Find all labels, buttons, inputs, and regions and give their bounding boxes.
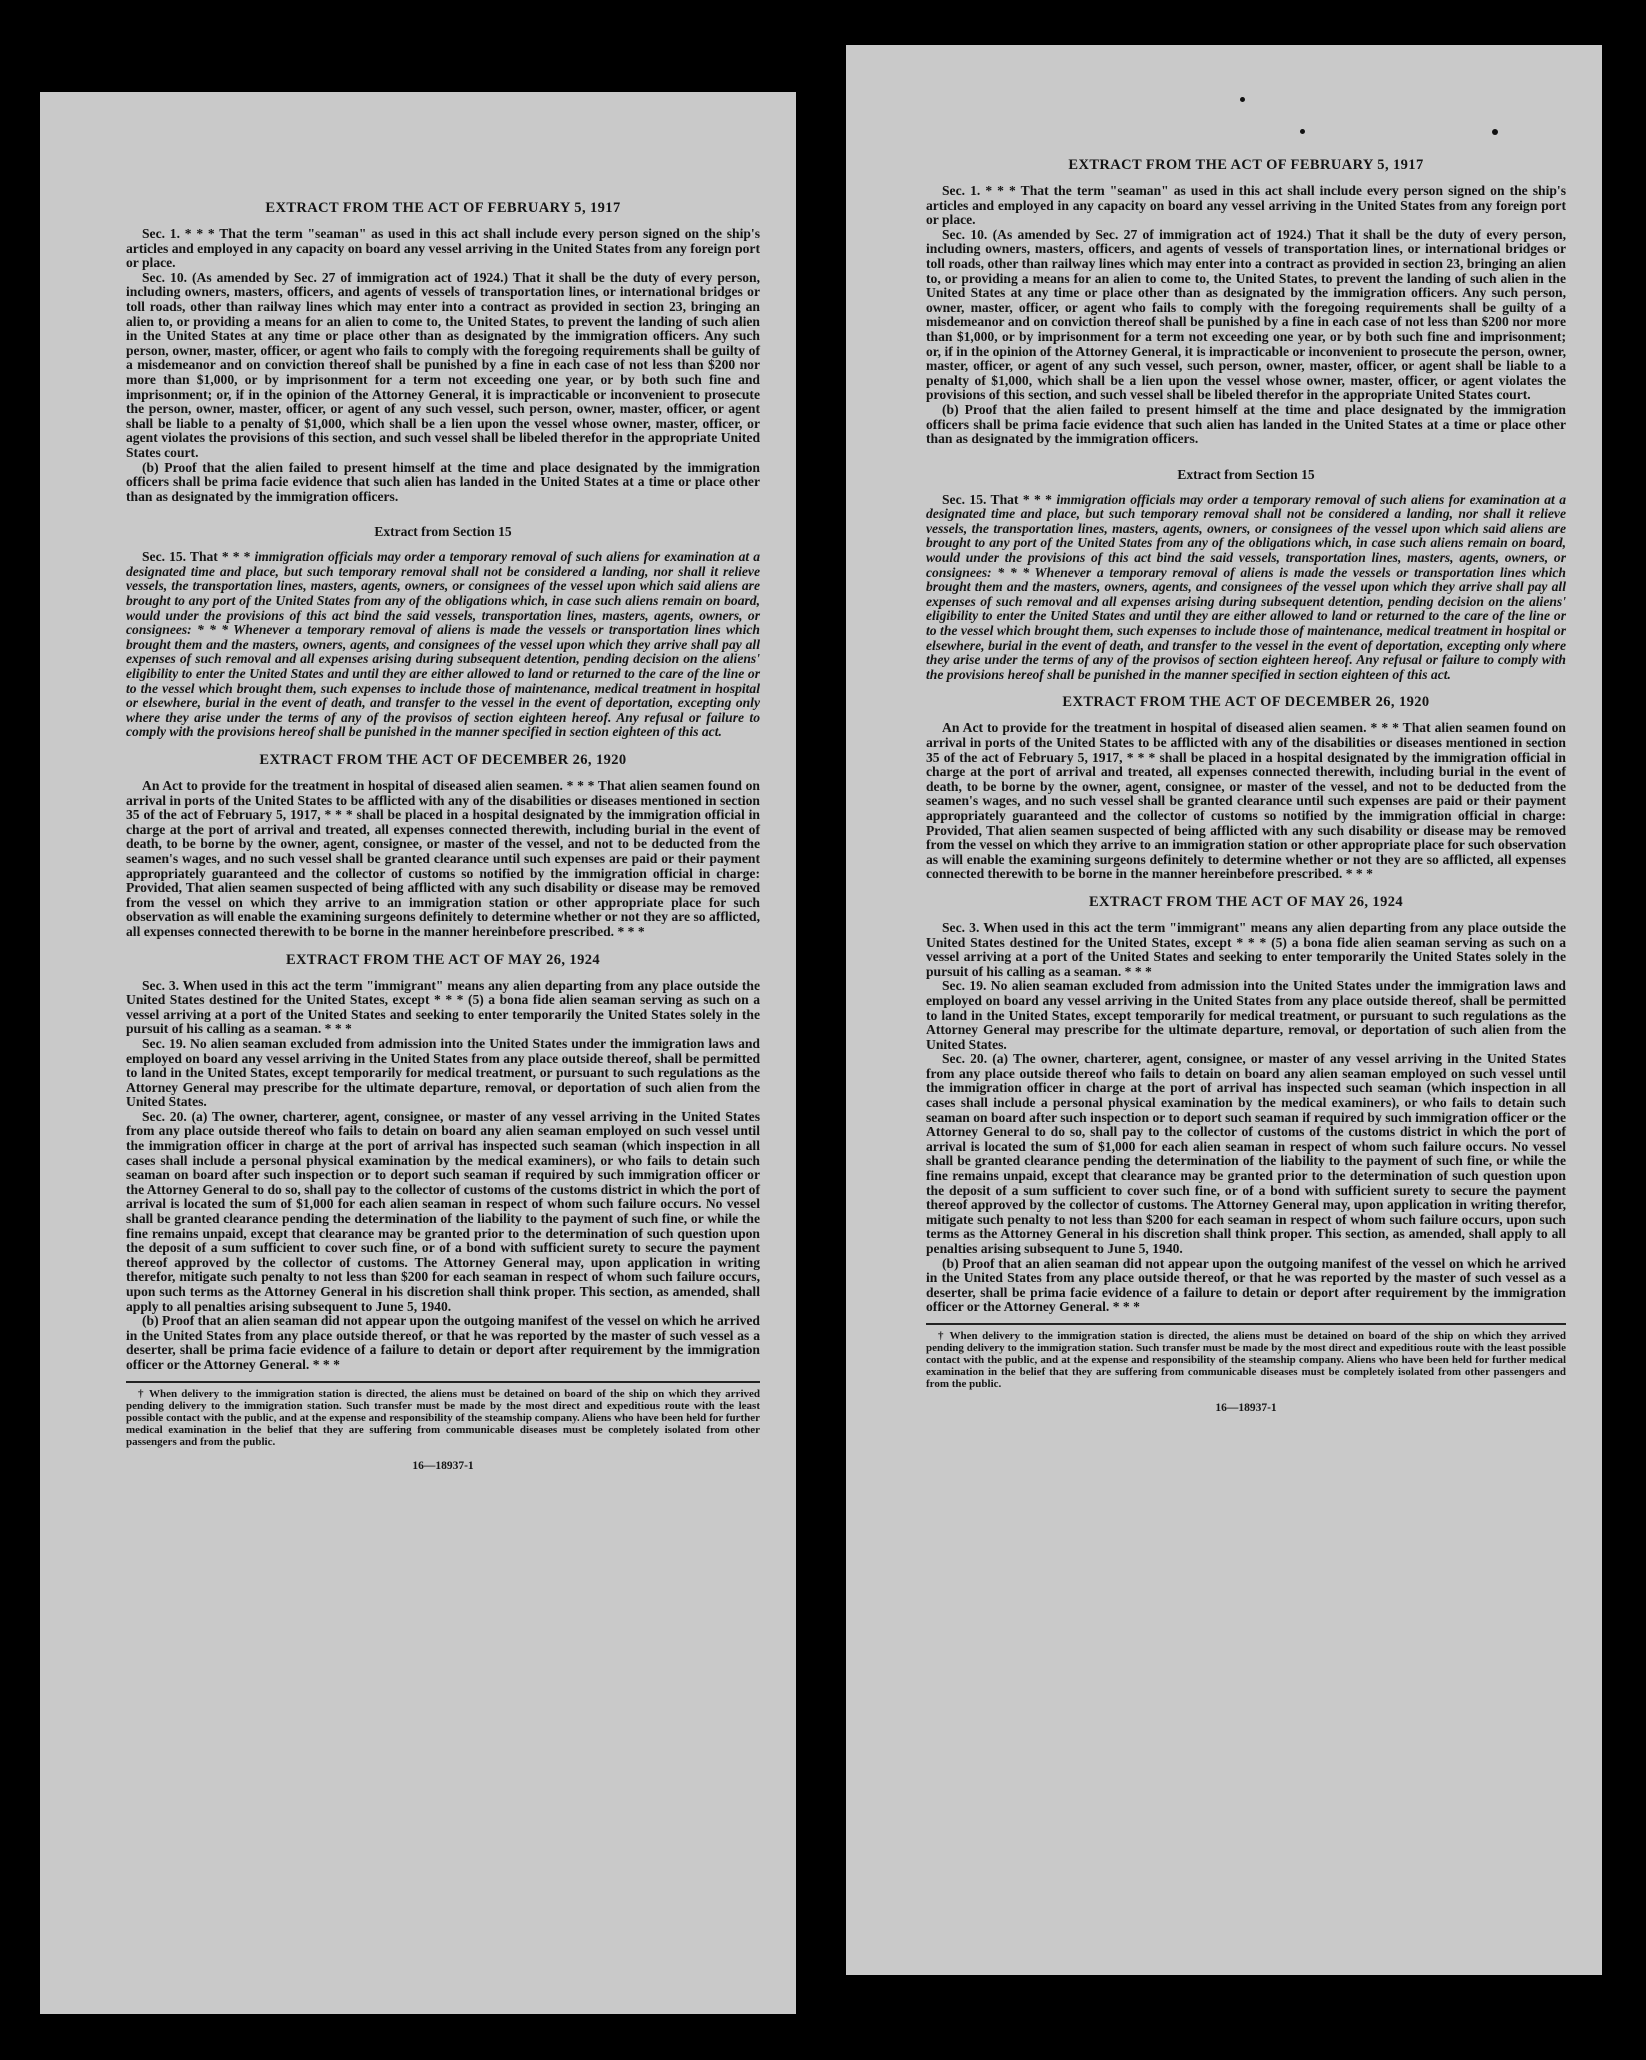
section-20a-paragraph: Sec. 20. (a) The owner, charterer, agent, consignee, or master of any vessel arriving in the United States from any place outside thereof who fails to detain on board any alien seaman employed on such vessel until the immigration officer in charge at the port of arrival has inspected such seaman (which inspection in all cases shall include a personal physical examination by the medical examiners), or who fails to detain such seaman on board after such inspection or to deport such seaman if required by such immigration officer or the Attorney General to do so, shall pay to the collector of customs of the customs district in which the port of arrival is located the sum of $1,000 for each alien seaman in respect of whom such failure occurs. No vessel shall be granted clearance pending the determination of the liability to the payment of such fine, or while the fine remains unpaid, except that clearance may be granted prior to the determination of such question upon the deposit of a sum sufficient to cover such fine, or of a bond with sufficient surety to secure the payment thereof approved by the collector of customs. The Attorney General may, upon application in writing therefor, mitigate such penalty to not less than $200 for each seaman in respect of whom such failure occurs, upon such terms as the Attorney General in his discretion shall think proper. This section, as amended, shall apply to all penalties arising subsequent to June 5, 1940. bbox=[126, 1108, 760, 1314]
section-19-paragraph: Sec. 19. No alien seaman excluded from admission into the United States under the immigration laws and employed on board any vessel arriving in the United States from any place outside thereof, shall be permitted to land in the United States, except temporarily for medical treatment, or pursuant to such regulations as the Attorney General may prescribe for the ultimate departure, removal, or deportation of such alien from the United States. bbox=[126, 1035, 760, 1110]
subheading-section-15: Extract from Section 15 bbox=[374, 524, 512, 540]
section-15-italic-text: immigration officials may order a temporary removal of such aliens for examination at a designated time and place, but such temporary removal shall not be considered a landing, nor shall it relieve vessels, the transportation lines, masters, agents, owners, or consignees of the vessel upon which said aliens are brought to any port of the United States from any of the obligations which, in case such aliens remain on board, would under the provisions of this act bind the said vessels, transportation lines, masters, agents, owners, or consignees: * * * Whenever a temporary removal of aliens is made the vessels or transportation lines which brought them and the masters, owners, agents, and consignees of the vessel upon which they arrive shall pay all expenses of such removal and all expenses arising during subsequent detention, pending decision on the aliens' eligibility to enter the United States and until they are either allowed to land or returned to the care of the line or to the vessel which brought them, such expenses to include those of maintenance, medical treatment in hospital or elsewhere, burial in the event of death, and transfer to the vessel in the event of deportation, excepting only where they arise under the terms of any of the provisos of section eighteen hereof. Any refusal or failure to comply with the provisions hereof shall be punished in the manner specified in section eighteen of this act. bbox=[126, 549, 760, 740]
footnote: † When delivery to the immigration station is directed, the aliens must be detained on board of the ship on which they arrived pending delivery to the immigration station. Such transfer must be made by the most direct and expeditious route with the least possible contact with the public, and at the expense and responsibility of the steamship company. Aliens who have been held for further medical examination in the belief that they are suffering from communicable diseases must be completely isolated from other passengers and from the public. bbox=[926, 1329, 1566, 1390]
scan-speck bbox=[1240, 97, 1245, 102]
footnote-divider bbox=[126, 1381, 760, 1383]
form-code: 16—18937-1 bbox=[412, 1459, 474, 1472]
section-20b-paragraph: (b) Proof that an alien seaman did not appear upon the outgoing manifest of the vessel on which he arrived in the United States from any place outside thereof, or that he was reported by the master of such vessel as a deserter, shall be prima facie evidence of a failure to detain or deport after requirement by the immigration officer or the Attorney General. * * * bbox=[926, 1255, 1566, 1315]
section-15-lead: Sec. 15. That * * * bbox=[942, 491, 1057, 507]
section-3-paragraph: Sec. 3. When used in this act the term "immigrant" means any alien departing from any place outside the United States destined for the United States, except * * * (5) a bona fide alien seaman serving as such on a vessel arriving at a port of the United States and seeking to enter temporarily the United States solely in the pursuit of his calling as a seaman. * * * bbox=[126, 977, 760, 1037]
act-1920-paragraph: An Act to provide for the treatment in hospital of diseased alien seamen. * * * That alien seamen found on arrival in ports of the United States to be afflicted with any of the disabilities or diseases mentioned in section 35 of the act of February 5, 1917, * * * shall be placed in a hospital designated by the immigration official in charge at the port of arrival and treated, all expenses connected therewith, including burial in the event of death, to be borne by the owner, agent, consignee, or master of the vessel, and not to be deducted from the seamen's wages, and no such vessel shall be granted clearance until such expenses are paid or their payment appropriately guaranteed and the collector of customs so notified by the immigration official in charge: Provided, That alien seamen suspected of being afflicted with any such disability or disease may be removed from the vessel on which they arrive to an immigration station or other appropriate place for such observation as will enable the examining surgeons definitely to determine whether or not they are so afflicted, all expenses connected therewith to be borne in the manner hereinbefore prescribed. * * * bbox=[926, 720, 1566, 882]
section-10-paragraph: Sec. 10. (As amended by Sec. 27 of immigration act of 1924.) That it shall be the duty of every person, including owners, masters, officers, and agents of vessels of transportation lines, or international bridges or toll roads, other than railway lines which may enter into a contract as provided in section 23, bringing an alien to, or providing a means for an alien to come to, the United States, to prevent the landing of such alien in the United States at any time or place other than as designated by the immigration officers. Any such person, owner, master, officer, or agent who fails to comply with the foregoing requirements shall be guilty of a misdemeanor and on conviction thereof shall be punished by a fine in each case of not less than $200 nor more than $1,000, or by imprisonment for a term not exceeding one year, or by both such fine and imprisonment; or, if in the opinion of the Attorney General, it is impracticable or inconvenient to prosecute the person, owner, master, officer, or agent of any such vessel, such person, owner, master, officer, or agent shall be liable to a penalty of $1,000, which shall be a lien upon the vessel whose owner, master, officer, or agent violates the provisions of this section, and such vessel shall be libeled therefor in the appropriate United States court. bbox=[126, 269, 760, 460]
left-document bbox=[126, 200, 760, 1472]
left-page bbox=[40, 92, 796, 2014]
heading-act-feb-1917: EXTRACT FROM THE ACT OF FEBRUARY 5, 1917 bbox=[265, 200, 621, 216]
act-1920-paragraph: An Act to provide for the treatment in hospital of diseased alien seamen. * * * That alien seamen found on arrival in ports of the United States to be afflicted with any of the disabilities or diseases mentioned in section 35 of the act of February 5, 1917, * * * shall be placed in a hospital designated by the immigration official in charge at the port of arrival and treated, all expenses connected therewith, including burial in the event of death, to be borne by the owner, agent, consignee, or master of the vessel, and not to be deducted from the seamen's wages, and no such vessel shall be granted clearance until such expenses are paid or their payment appropriately guaranteed and the collector of customs so notified by the immigration official in charge: Provided, That alien seamen suspected of being afflicted with any such disability or disease may be removed from the vessel on which they arrive to an immigration station or other appropriate place for such observation as will enable the examining surgeons definitely to determine whether or not they are so afflicted, all expenses connected therewith to be borne in the manner hereinbefore prescribed. * * * bbox=[126, 778, 760, 939]
heading-act-may-1924: EXTRACT FROM THE ACT OF MAY 26, 1924 bbox=[285, 951, 601, 968]
section-10b-paragraph: (b) Proof that the alien failed to present himself at the time and place designated by the immigration officers shall be prima facie evidence that such alien has landed in the United States at a time or place other than as designated by the immigration officers. bbox=[926, 401, 1566, 447]
heading-act-dec-1920: EXTRACT FROM THE ACT OF DECEMBER 26, 1920 bbox=[259, 752, 627, 768]
section-10b-paragraph: (b) Proof that the alien failed to present himself at the time and place designated by the immigration officers shall be prima facie evidence that such alien has landed in the United States at a time or place other than as designated by the immigration officers. bbox=[126, 459, 760, 504]
section-15-lead: Sec. 15. That * * * bbox=[142, 549, 255, 565]
subheading-section-15: Extract from Section 15 bbox=[1177, 466, 1315, 482]
section-20b-paragraph: (b) Proof that an alien seaman did not appear upon the outgoing manifest of the vessel on which he arrived in the United States from any place outside thereof, or that he was reported by the master of such vessel as a deserter, shall be prima facie evidence of a failure to detain or deport after requirement by the immigration officer or the Attorney General. * * * bbox=[126, 1313, 760, 1372]
scan-speck bbox=[1300, 129, 1305, 134]
footnote-divider bbox=[926, 1323, 1566, 1325]
section-19-paragraph: Sec. 19. No alien seaman excluded from admission into the United States under the immigration laws and employed on board any vessel arriving in the United States from any place outside thereof, shall be permitted to land in the United States, except temporarily for medical treatment, or pursuant to such regulations as the Attorney General may prescribe for the ultimate departure, removal, or deportation of such alien from the United States. bbox=[926, 978, 1566, 1052]
heading-act-feb-1917: EXTRACT FROM THE ACT OF FEBRUARY 5, 1917 bbox=[1068, 157, 1424, 173]
section-1-paragraph: Sec. 1. * * * That the term "seaman" as used in this act shall include every person signed on the ship's articles and employed in any capacity on board any vessel arriving in the United States from any foreign port or place. bbox=[126, 226, 760, 271]
section-1-paragraph: Sec. 1. * * * That the term "seaman" as used in this act shall include every person signed on the ship's articles and employed in any capacity on board any vessel arriving in the United States from any foreign port or place. bbox=[926, 183, 1566, 228]
footnote: † When delivery to the immigration station is directed, the aliens must be detained on board of the ship on which they arrived pending delivery to the immigration station. Such transfer must be made by the most direct and expeditious route with the least possible contact with the public, and at the expense and responsibility of the steamship company. Aliens who have been held for further medical examination in the belief that they are suffering from communicable diseases must be completely isolated from other passengers and from the public. bbox=[126, 1387, 760, 1448]
section-15-paragraph bbox=[126, 550, 760, 740]
right-page bbox=[846, 45, 1602, 1975]
scan-speck bbox=[1492, 129, 1498, 135]
section-20a-paragraph: Sec. 20. (a) The owner, charterer, agent, consignee, or master of any vessel arriving in the United States from any place outside thereof who fails to detain on board any alien seaman employed on such vessel until the immigration officer in charge at the port of arrival has inspected such seaman (which inspection in all cases shall include a personal physical examination by the medical examiners), or who fails to detain such seaman on board after such inspection or to deport such seaman if required by such immigration officer or the Attorney General to do so, shall pay to the collector of customs of the customs district in which the port of arrival is located the sum of $1,000 for each alien seaman in respect of whom such failure occurs. No vessel shall be granted clearance pending the determination of the liability to the payment of such fine, or while the fine remains unpaid, except that clearance may be granted prior to the determination of such question upon the deposit of a sum sufficient to cover such fine, or of a bond with sufficient surety to secure the payment thereof approved by the collector of customs. The Attorney General may, upon application in writing therefor, mitigate such penalty to not less than $200 for each seaman in respect of whom such failure occurs, upon such terms as the Attorney General in his discretion shall think proper. This section, as amended, shall apply to all penalties arising subsequent to June 5, 1940. bbox=[926, 1051, 1566, 1256]
heading-act-may-1924: EXTRACT FROM THE ACT OF MAY 26, 1924 bbox=[1088, 893, 1404, 910]
section-15-italic-text: immigration officials may order a temporary removal of such aliens for examination at a designated time and place, but such temporary removal shall not be considered a landing, nor shall it relieve vessels, the transportation lines, masters, agents, owners, or consignees of the vessel upon which said aliens are brought to any port of the United States from any of the obligations which, in case such aliens remain on board, would under the provisions of this act bind the said vessels, transportation lines, masters, agents, owners, or consignees: * * * Whenever a temporary removal of aliens is made the vessels or transportation lines which brought them and the masters, owners, agents, and consignees of the vessel upon which they arrive shall pay all expenses of such removal and all expenses arising during subsequent detention, pending decision on the aliens' eligibility to enter the United States and until they are either allowed to land or returned to the care of the line or to the vessel which brought them, such expenses to include those of maintenance, medical treatment in hospital or elsewhere, burial in the event of death, and transfer to the vessel in the event of deportation, excepting only where they arise under the terms of any of the provisos of section eighteen hereof. Any refusal or failure to comply with the provisions hereof shall be punished in the manner specified in section eighteen of this act. bbox=[926, 491, 1566, 682]
heading-act-dec-1920: EXTRACT FROM THE ACT OF DECEMBER 26, 1920 bbox=[1062, 694, 1430, 711]
form-code: 16—18937-1 bbox=[1215, 1401, 1277, 1414]
section-15-paragraph bbox=[926, 493, 1566, 683]
section-3-paragraph: Sec. 3. When used in this act the term "immigrant" means any alien departing from any place outside the United States destined for the United States, except * * * (5) a bona fide alien seaman serving as such on a vessel arriving at a port of the United States and seeking to enter temporarily the United States solely in the pursuit of his calling as a seaman. * * * bbox=[926, 919, 1566, 979]
section-10-paragraph: Sec. 10. (As amended by Sec. 27 of immigration act of 1924.) That it shall be the duty of every person, including owners, masters, officers, and agents of vessels of transportation lines, or international bridges or toll roads, other than railway lines which may enter into a contract as provided in section 23, bringing an alien to, or providing a means for an alien to come to, the United States, to prevent the landing of such alien in the United States at any time or place other than as designated by the immigration officers. Any such person, owner, master, officer, or agent who fails to comply with the foregoing requirements shall be guilty of a misdemeanor and on conviction thereof shall be punished by a fine in each case of not less than $200 nor more than $1,000, or by imprisonment for a term not exceeding one year, or by both such fine and imprisonment; or, if in the opinion of the Attorney General, it is impracticable or inconvenient to prosecute the person, owner, master, officer, or agent of any such vessel, such person, owner, master, officer, or agent shall be liable to a penalty of $1,000, which shall be a lien upon the vessel whose owner, master, officer, or agent violates the provisions of this section, and such vessel shall be libeled therefor in the appropriate United States court. bbox=[926, 226, 1566, 403]
right-document bbox=[926, 157, 1566, 1414]
